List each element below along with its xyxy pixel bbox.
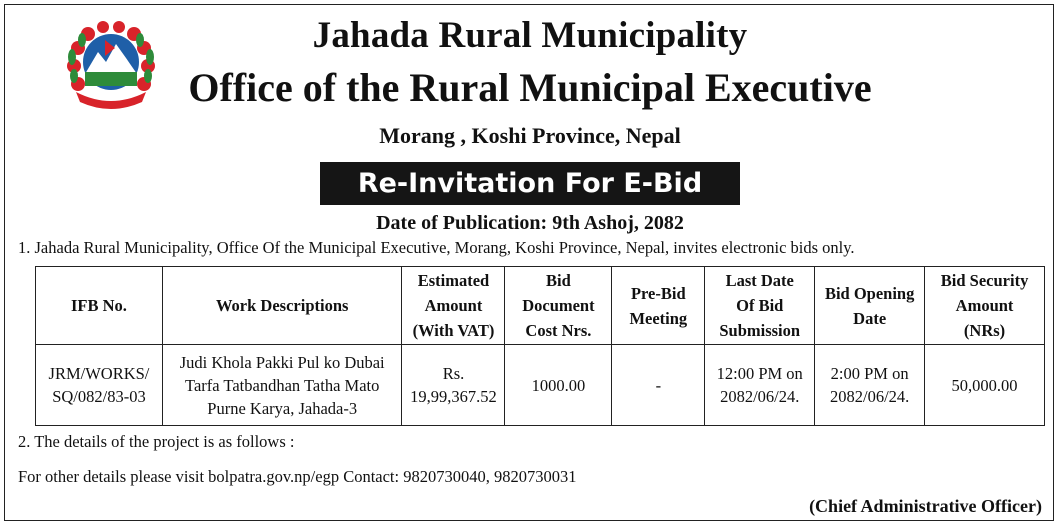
- header-prebid: Pre-Bid Meeting: [612, 267, 705, 345]
- cell-opening: 2:00 PM on 2082/06/24.: [815, 345, 925, 426]
- cell-work: Judi Khola Pakki Pul ko Dubai Tarfa Tatbandhan Tatha Mato Purne Karya, Jahada-3: [162, 345, 402, 426]
- paragraph-3: For other details please visit bolpatra.gov.np/egp Contact: 9820730040, 9820730031: [18, 467, 577, 486]
- cell-doc-cost: 1000.00: [505, 345, 612, 426]
- cell-last-date: 12:00 PM on 2082/06/24.: [705, 345, 815, 426]
- header-doc-cost: Bid Document Cost Nrs.: [505, 267, 612, 345]
- paragraph-2: 2. The details of the project is as follows :: [18, 432, 295, 451]
- cell-security: 50,000.00: [925, 345, 1045, 426]
- header-work: Work Descriptions: [162, 267, 402, 345]
- cell-amount: Rs. 19,99,367.52: [402, 345, 505, 426]
- office-title: Office of the Rural Municipal Executive: [188, 65, 872, 110]
- municipality-title: Jahada Rural Municipality: [312, 15, 748, 56]
- header-ifb: IFB No.: [36, 267, 163, 345]
- header-amount: Estimated Amount (With VAT): [402, 267, 505, 345]
- header-last-date: Last Date Of Bid Submission: [705, 267, 815, 345]
- publication-date: Date of Publication: 9th Ashoj, 2082: [376, 212, 684, 234]
- paragraph-1: 1. Jahada Rural Municipality, Office Of the Municipal Executive, Morang, Koshi Province, Nepal, invites electronic bids only.: [18, 238, 855, 257]
- signature: (Chief Administrative Officer): [809, 496, 1042, 516]
- location: Morang , Koshi Province, Nepal: [379, 123, 681, 148]
- notice-banner: Re-Invitation For E-Bid: [320, 162, 740, 205]
- bid-table: [35, 266, 1045, 426]
- header-security: Bid Security Amount (NRs): [925, 267, 1045, 345]
- cell-ifb: JRM/WORKS/ SQ/082/83-03: [36, 345, 163, 426]
- header-opening: Bid Opening Date: [815, 267, 925, 345]
- table-header-row: [36, 267, 1045, 345]
- cell-prebid: -: [612, 345, 705, 426]
- table-row: [36, 345, 1045, 426]
